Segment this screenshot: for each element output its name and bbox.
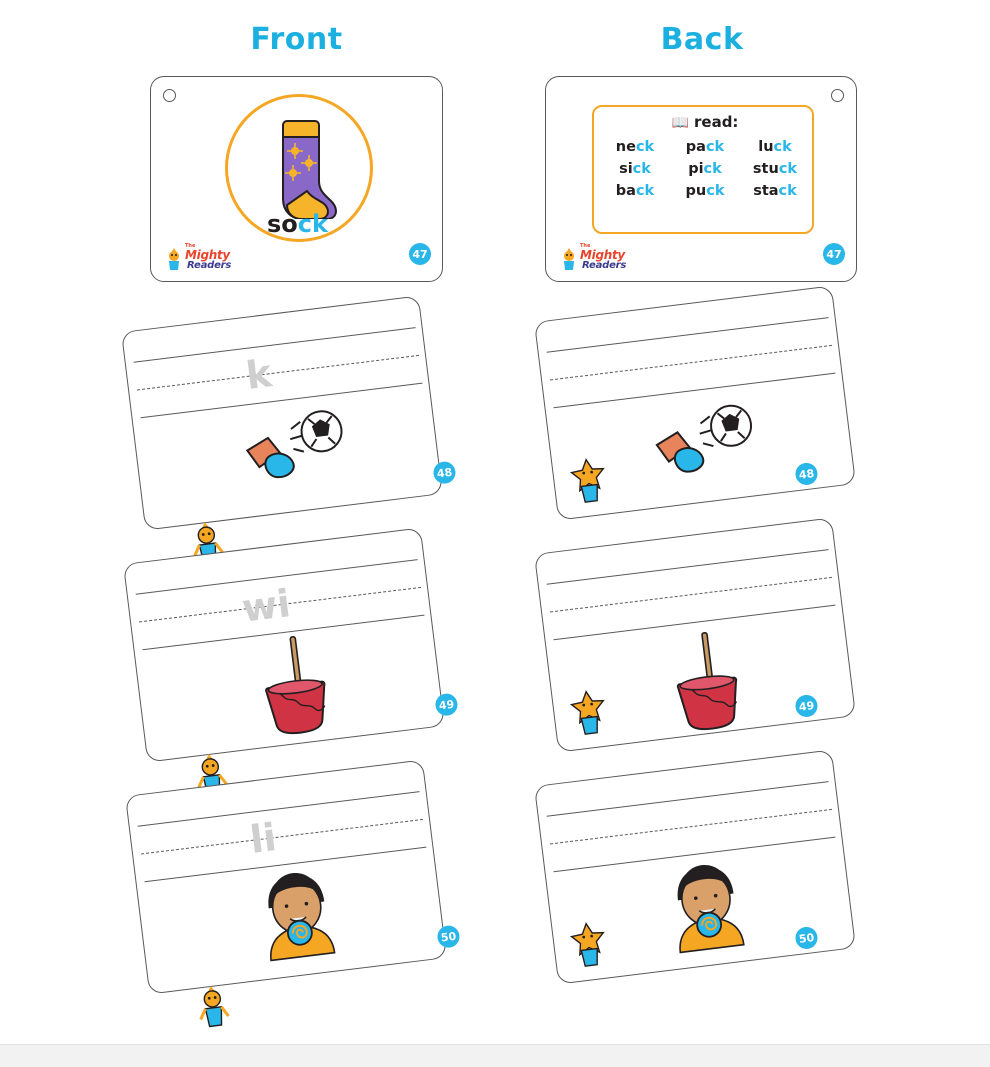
word-item: neck <box>615 139 655 155</box>
word-item: stack <box>753 183 797 199</box>
front-column-heading: Front <box>250 22 343 57</box>
card-word-highlight: ck <box>297 210 328 238</box>
punch-hole-icon <box>122 297 418 333</box>
read-label <box>594 113 816 131</box>
writing-rule-top <box>134 327 416 363</box>
card-48-front <box>121 295 453 530</box>
card-47-back <box>545 76 857 282</box>
card-number-badge: 47 <box>409 243 431 265</box>
logo-mighty: Mighty <box>580 248 625 262</box>
writing-rule-dashed <box>137 355 419 391</box>
page-footer-strip <box>0 1044 990 1067</box>
writing-rule-top <box>547 781 829 817</box>
card-word <box>151 210 444 238</box>
card-47-front <box>150 76 443 282</box>
fox-mascot-icon <box>558 247 580 271</box>
boy-licking-lollipop-illustration <box>243 865 354 972</box>
logo-readers: Readers <box>582 260 627 271</box>
card-number-badge: 48 <box>794 462 819 487</box>
candy-apple-illustration <box>244 630 346 740</box>
logo-readers: Readers <box>187 260 232 271</box>
fox-mascot-icon <box>163 247 185 271</box>
card-number-badge: 50 <box>436 924 461 949</box>
back-column-heading: Back <box>660 22 744 57</box>
brand-logo <box>558 243 628 273</box>
punch-hole-icon <box>831 89 844 102</box>
word-item: pick <box>688 161 722 177</box>
writing-rule-bottom <box>553 373 835 409</box>
writing-rule-top <box>547 317 829 353</box>
word-item: pack <box>685 139 725 155</box>
word-item: puck <box>685 183 725 199</box>
writing-rule-dashed <box>550 345 832 381</box>
word-item: luck <box>758 139 792 155</box>
read-word-box <box>592 105 814 234</box>
guide-letter: k <box>243 351 275 398</box>
punch-hole-icon <box>535 519 831 555</box>
punch-hole-icon <box>163 89 176 102</box>
star-mascot-icon <box>566 920 605 964</box>
card-49-front <box>123 527 455 762</box>
card-number-badge: 48 <box>432 460 457 485</box>
guide-letter: li <box>247 815 279 862</box>
star-mascot-icon <box>566 688 605 732</box>
open-book-icon: 📖 <box>671 115 689 131</box>
fox-mascot-icon <box>194 982 233 1026</box>
punch-hole-icon <box>535 751 831 787</box>
writing-rule-dashed <box>550 577 832 613</box>
sock-illustration <box>259 115 343 219</box>
card-48-back <box>534 285 856 520</box>
read-label-text: read: <box>694 113 739 131</box>
punch-hole-icon <box>126 761 422 797</box>
card-word-plain: so <box>267 210 298 238</box>
card-number-badge: 50 <box>794 926 819 951</box>
card-50-front <box>125 759 457 994</box>
logo-mighty: Mighty <box>185 248 230 262</box>
logo-the: The <box>185 243 196 249</box>
writing-rule-dashed <box>550 809 832 845</box>
card-50-back <box>534 749 856 984</box>
brand-logo <box>163 243 233 273</box>
star-mascot-icon <box>566 456 605 500</box>
writing-rule-dashed <box>141 819 423 855</box>
card-49-back <box>534 517 856 752</box>
guide-letter: wi <box>239 581 293 631</box>
card-number-badge: 49 <box>434 692 459 717</box>
word-item: stuck <box>752 161 798 177</box>
word-item: sick <box>619 161 651 177</box>
punch-hole-icon <box>535 287 831 323</box>
writing-rule-top <box>138 791 420 827</box>
logo-the: The <box>580 243 591 249</box>
card-number-badge: 49 <box>794 694 819 719</box>
card-number-badge: 47 <box>823 243 845 265</box>
word-grid <box>600 139 810 199</box>
word-item: back <box>615 183 655 199</box>
boy-licking-lollipop-illustration <box>652 857 763 964</box>
writing-rule-top <box>547 549 829 585</box>
punch-hole-icon <box>124 529 420 565</box>
kicking-soccer-ball-illustration <box>237 402 356 495</box>
kicking-soccer-ball-illustration <box>646 397 765 490</box>
candy-apple-illustration <box>656 626 758 736</box>
